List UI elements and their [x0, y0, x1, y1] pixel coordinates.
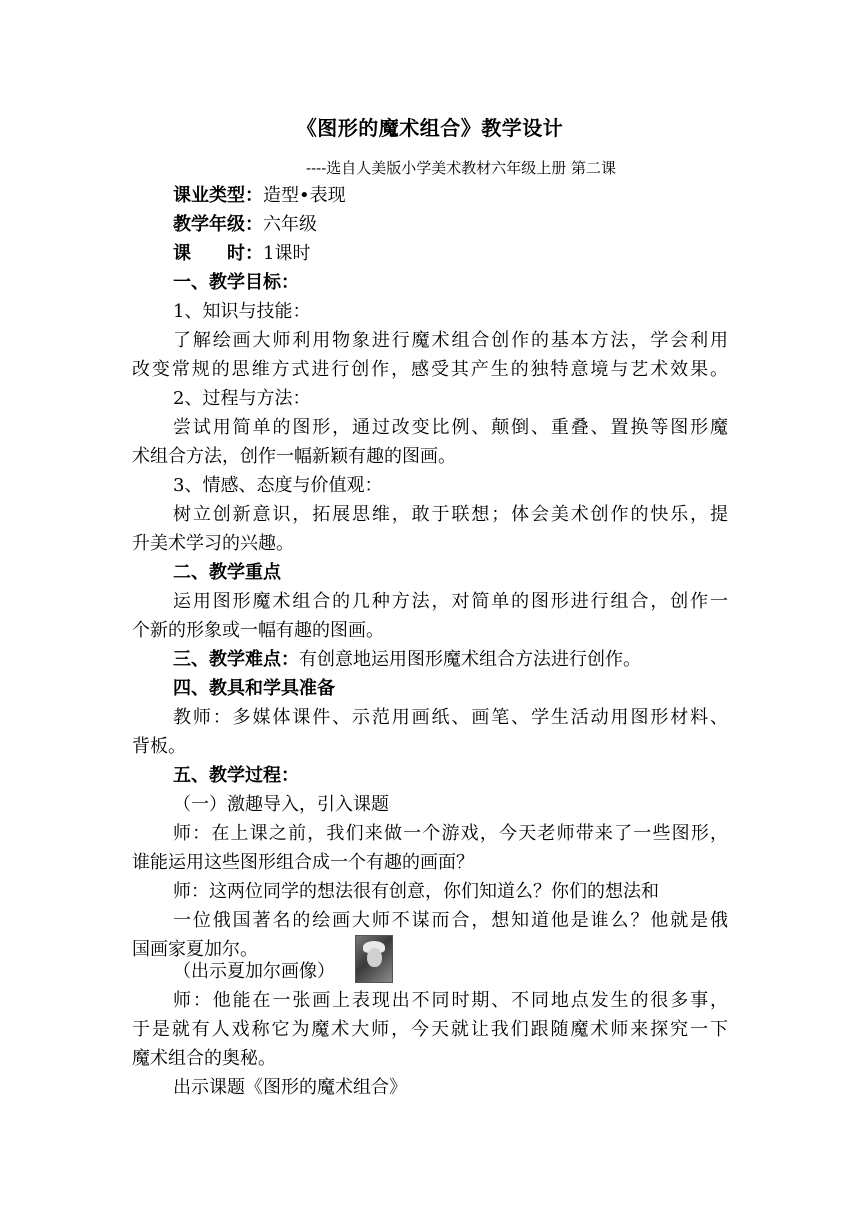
section-3-heading: 三、教学难点：: [173, 649, 299, 670]
section-4-heading: 四、教具和学具准备: [173, 678, 335, 699]
key-point-line-2: 个新的形象或一幅有趣的图画。: [132, 620, 384, 641]
materials-line-1: 教师：多媒体课件、示范用画纸、画笔、学生活动用图形材料、: [173, 707, 728, 728]
course-type-value: 造型•表现: [263, 185, 346, 206]
grade-label: 教学年级：: [173, 214, 263, 235]
section-3-line: [173, 645, 641, 674]
section-2-heading: 二、教学重点: [173, 562, 281, 583]
section-1-heading: 一、教学目标：: [173, 272, 299, 293]
dialogue-2-line-2: 一位俄国著名的绘画大师不谋而合，想知道他是谁么？他就是俄: [173, 910, 728, 931]
objective-1-title: 1、知识与技能：: [173, 301, 311, 322]
objective-2-text-line-2: 术组合方法，创作一幅新颖有趣的图画。: [132, 446, 456, 467]
objective-3-text-line-2: 升美术学习的兴趣。: [132, 533, 294, 554]
hours-value: 1课时: [263, 243, 311, 264]
dialogue-1-line-1: 师：在上课之前，我们来做一个游戏，今天老师带来了一些图形，: [173, 823, 728, 844]
course-type-line: [173, 181, 346, 210]
objective-1-text-line-2: 改变常规的思维方式进行创作，感受其产生的独特意境与艺术效果。: [132, 359, 728, 380]
objective-2-title: 2、过程与方法：: [173, 388, 311, 409]
step-1-title: （一）激趣导入，引入课题: [173, 794, 389, 815]
dialogue-3-line-1: 师：他能在一张画上表现出不同时期、不同地点发生的很多事，: [173, 990, 728, 1011]
section-5-heading: 五、教学过程：: [173, 765, 299, 786]
grade-value: 六年级: [263, 214, 317, 235]
dialogue-3-line-2: 于是就有人戏称它为魔术大师，今天就让我们跟随魔术师来探究一下: [132, 1019, 728, 1040]
dialogue-3-line-3: 魔术组合的奥秘。: [132, 1048, 276, 1069]
grade-line: [173, 210, 317, 239]
course-type-label: 课业类型：: [173, 185, 263, 206]
objective-2-text-line-1: 尝试用简单的图形，通过改变比例、颠倒、重叠、置换等图形魔: [173, 417, 728, 438]
dialogue-1-line-2: 谁能运用这些图形组合成一个有趣的画面？: [132, 852, 474, 873]
section-3-text: 有创意地运用图形魔术组合方法进行创作。: [299, 649, 641, 670]
dialogue-2-line-1: 师：这两位同学的想法很有创意，你们知道么？你们的想法和: [173, 881, 659, 902]
dialogue-2-line-3: 国画家夏加尔。: [132, 939, 258, 960]
materials-line-2: 背板。: [132, 736, 186, 757]
hours-label: 课 时：: [173, 243, 263, 264]
show-title-line: 出示课题《图形的魔术组合》: [173, 1077, 407, 1098]
key-point-line-1: 运用图形魔术组合的几种方法，对简单的图形进行组合，创作一: [173, 591, 728, 612]
chagall-portrait-image: [355, 935, 393, 983]
portrait-caption: （出示夏加尔画像）: [173, 961, 335, 982]
document-title: 《图形的魔术组合》教学设计: [296, 116, 564, 140]
document-subtitle: ----选自人美版小学美术教材六年级上册 第二课: [306, 159, 617, 177]
objective-3-title: 3、情感、态度与价值观：: [173, 475, 383, 496]
objective-3-text-line-1: 树立创新意识，拓展思维，敢于联想；体会美术创作的快乐，提: [173, 504, 728, 525]
hours-line: [173, 239, 310, 268]
objective-1-text-line-1: 了解绘画大师利用物象进行魔术组合创作的基本方法，学会利用: [173, 330, 728, 351]
